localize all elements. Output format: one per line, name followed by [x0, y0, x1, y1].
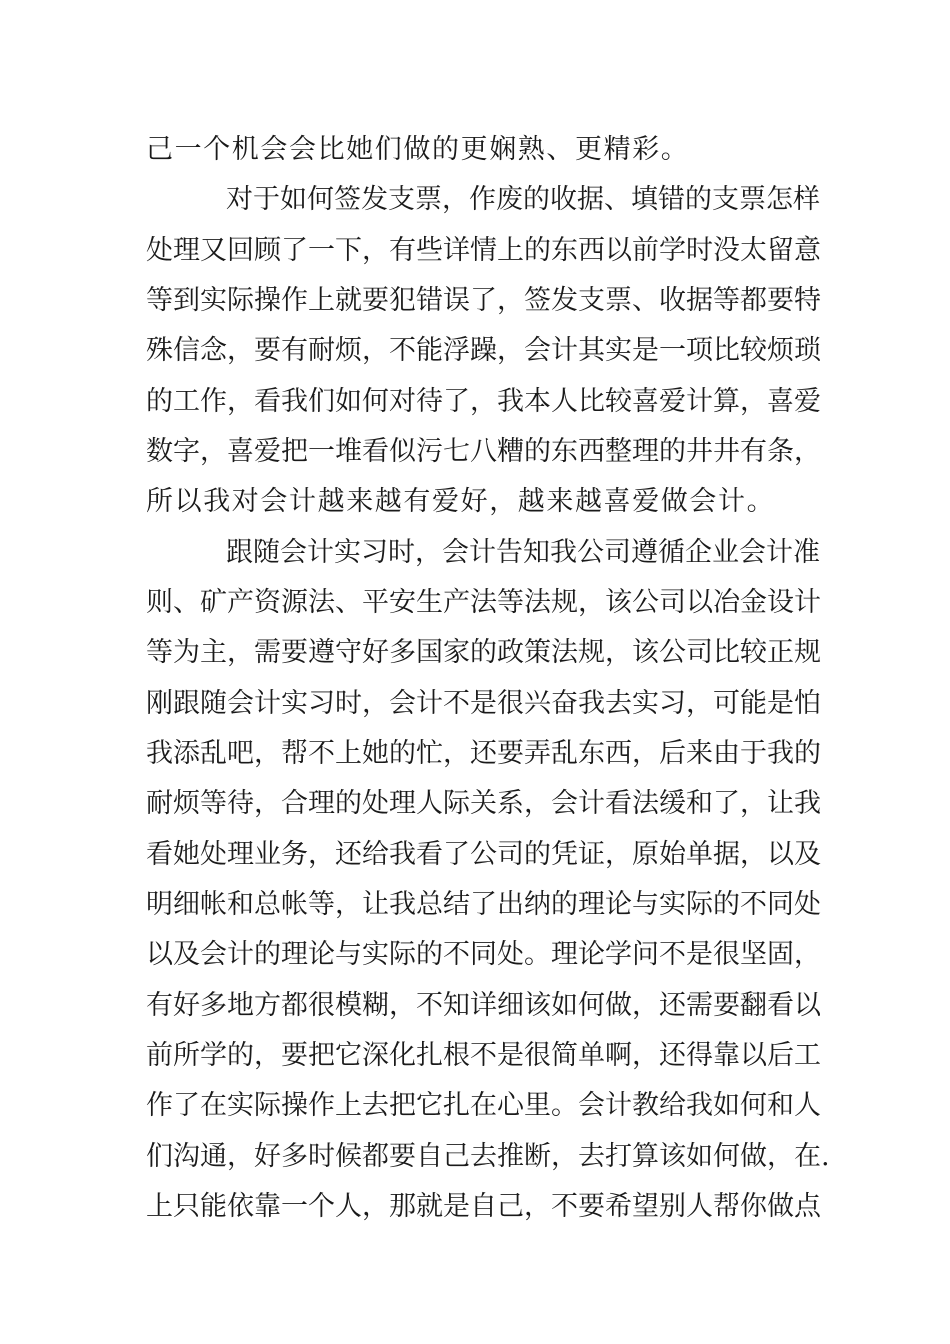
text-line: 所以我对会计越来越有爱好，越来越喜爱做会计。 [146, 486, 776, 517]
paragraph-first-line: 对于如何签发支票，作废的收据、填错的支票怎样 [226, 184, 820, 215]
text-line: 有好多地方都很模糊，不知详细该如何做，还需要翻看以 [146, 990, 821, 1021]
text-line: 看她处理业务，还给我看了公司的凭证，原始单据，以及 [146, 839, 821, 870]
text-line: 作了在实际操作上去把它扎在心里。会计教给我如何和人 [146, 1090, 821, 1121]
text-line: 己一个机会会比她们做的更娴熟、更精彩。 [146, 134, 690, 165]
text-line: 我添乱吧，帮不上她的忙，还要弄乱东西，后来由于我的 [146, 738, 821, 769]
text-line: 的工作，看我们如何对待了，我本人比较喜爱计算，喜爱 [146, 386, 821, 417]
text-line: 刚跟随会计实习时，会计不是很兴奋我去实习，可能是怕 [146, 688, 821, 719]
text-line: 前所学的，要把它深化扎根不是很简单啊，还得靠以后工 [146, 1040, 821, 1071]
text-line: 殊信念，要有耐烦，不能浮躁，会计其实是一项比较烦琐 [146, 335, 821, 366]
text-line: 则、矿产资源法、平安生产法等法规，该公司以冶金设计 [146, 587, 821, 618]
text-line: 数字，喜爱把一堆看似污七八糟的东西整理的井井有条， [146, 436, 821, 467]
paragraph-first-line: 跟随会计实习时，会计告知我公司遵循企业会计准 [226, 537, 820, 568]
text-line: 等为主，需要遵守好多国家的政策法规，该公司比较正规 [146, 637, 821, 668]
text-line: 耐烦等待，合理的处理人际关系，会计看法缓和了，让我 [146, 788, 821, 819]
text-line: 们沟通，好多时候都要自己去推断，去打算该如何做，在. [146, 1141, 830, 1172]
text-line: 等到实际操作上就要犯错误了，签发支票、收据等都要特 [146, 285, 821, 316]
text-line: 上只能依靠一个人，那就是自己，不要希望别人帮你做点 [146, 1191, 821, 1222]
text-line: 以及会计的理论与实际的不同处。理论学问不是很坚固， [146, 939, 821, 970]
text-line: 处理又回顾了一下，有些详情上的东西以前学时没太留意 [146, 235, 821, 266]
text-line: 明细帐和总帐等，让我总结了出纳的理论与实际的不同处 [146, 889, 821, 920]
